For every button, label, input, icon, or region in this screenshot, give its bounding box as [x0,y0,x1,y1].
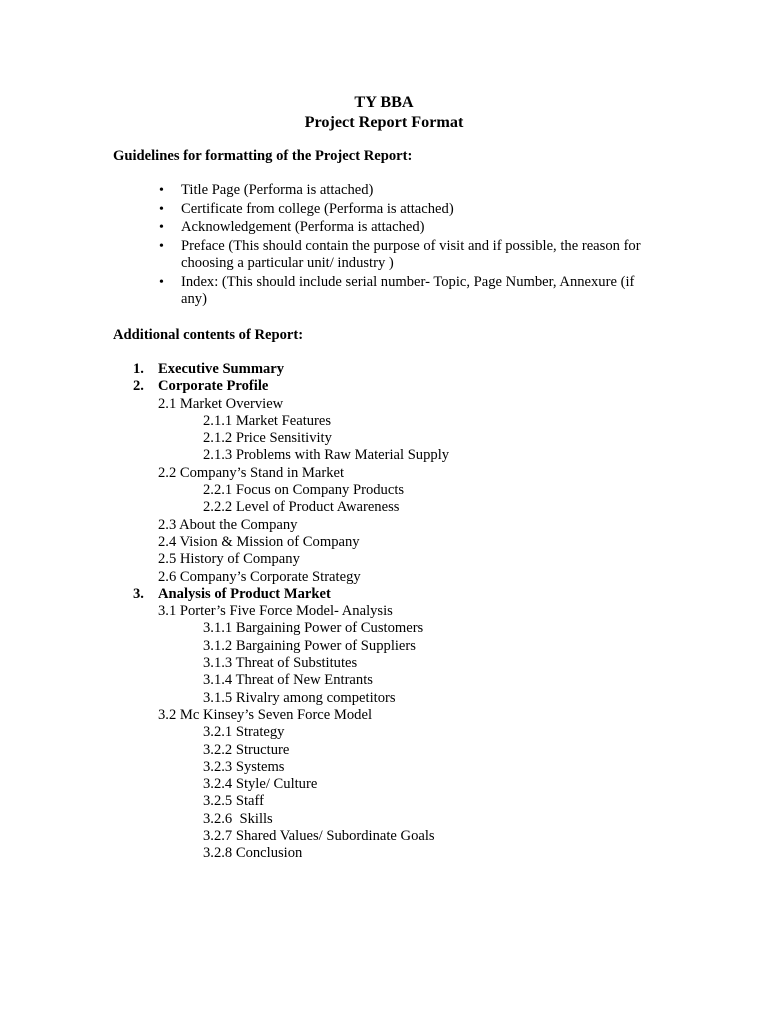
outline-item: 3.2.5 Staff [203,793,264,810]
outline-section [133,378,693,395]
outline-subsection: 2.4 Vision & Mission of Company [158,533,360,550]
bullet-icon: • [159,183,164,198]
outline-item: 3.1.5 Rivalry among competitors [203,689,396,706]
outline-item: 3.1.4 Threat of New Entrants [203,672,373,689]
section-title: Analysis of Product Market [158,585,331,602]
list-item [159,219,659,236]
outline-item: 2.2.1 Focus on Company Products [203,482,405,499]
outline-item: 3.2.7 Shared Values/ Subordinate Goals [203,828,435,845]
bullet-icon: • [159,239,164,255]
outline-subsection: 2.2 Company’s Stand in Market [158,464,345,481]
list-item [159,201,659,218]
list-item [159,238,659,273]
outline-item: 2.1.1 Market Features [203,412,332,429]
outline-section [133,361,693,378]
outline-subsection: 3.1 Porter’s Five Force Model- Analysis [158,603,393,620]
outline-subsection: 2.5 History of Company [158,551,300,568]
list-item [159,274,659,309]
list-item-text: Certificate from college (Performa is attached) [181,200,454,217]
outline-item: 3.2.2 Structure [203,741,290,758]
title-line-2: Project Report Format [304,113,464,131]
section-title: Corporate Profile [158,378,269,395]
outline-item: 3.2.4 Style/ Culture [203,776,318,793]
guidelines-heading: Guidelines for formatting of the Project Report: [113,148,413,164]
outline-item: 3.2.1 Strategy [203,724,285,741]
additional-contents-heading: Additional contents of Report: [113,327,304,343]
section-number: 2. [133,378,144,395]
outline-item: 3.2.8 Conclusion [203,845,303,862]
outline-item: 3.1.3 Threat of Substitutes [203,655,358,672]
list-item-text: Title Page (Performa is attached) [181,182,374,198]
bullet-icon: • [159,201,164,217]
section-number: 3. [133,585,144,602]
list-item-text: Index: (This should include serial number- Topic, Page Number, Annexure (if any) [181,274,635,308]
list-item-text: Acknowledgement (Performa is attached) [181,219,425,236]
outline-item: 3.2.6 Skills [203,810,273,827]
outline-item: 3.1.2 Bargaining Power of Suppliers [203,637,416,654]
section-title: Executive Summary [158,361,285,377]
guidelines-list [159,182,659,310]
outline-item: 3.2.3 Systems [203,758,285,775]
bullet-icon: • [159,220,164,236]
bullet-icon: • [159,275,164,291]
outline-subsection: 3.2 Mc Kinsey’s Seven Force Model [158,706,373,723]
section-number: 1. [133,361,144,377]
outline-subsection: 2.3 About the Company [158,516,298,533]
outline-section [133,586,693,603]
document-title [0,92,768,132]
list-item [159,182,659,199]
outline-item: 2.1.2 Price Sensitivity [203,430,332,447]
title-line-1: TY BBA [354,93,414,111]
outline-subsection: 2.1 Market Overview [158,395,284,412]
list-item-text: Preface (This should contain the purpose of visit and if possible, the reason for choosing a particular unit/ industry ) [181,238,641,272]
outline-item: 3.1.1 Bargaining Power of Customers [203,620,424,637]
report-outline [133,361,693,863]
outline-item: 2.1.3 Problems with Raw Material Supply [203,447,450,464]
outline-item: 2.2.2 Level of Product Awareness [203,499,400,516]
outline-subsection: 2.6 Company’s Corporate Strategy [158,568,361,585]
